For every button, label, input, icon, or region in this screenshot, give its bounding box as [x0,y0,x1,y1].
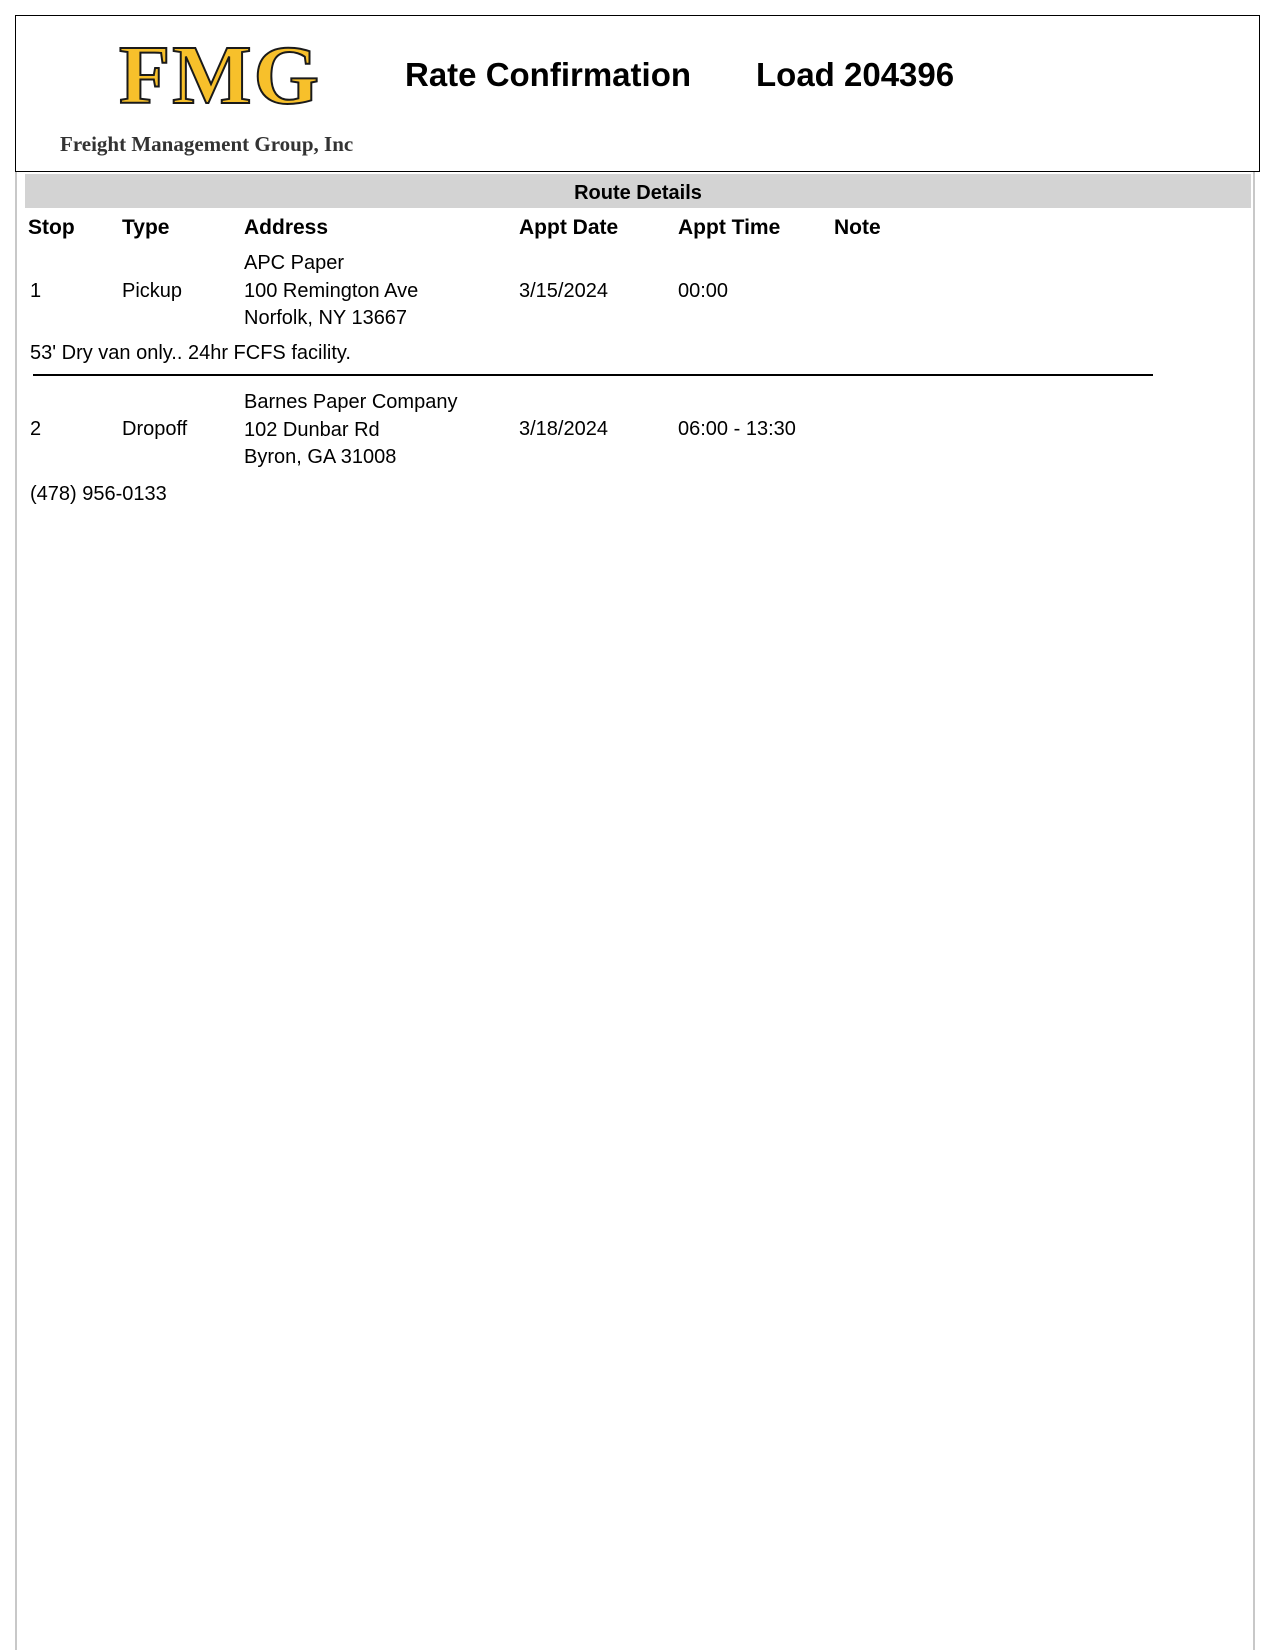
stop-type: Pickup [122,280,183,302]
stop-divider [33,374,1153,376]
address-line: 100 Remington Ave [244,279,419,302]
address-line: 102 Dunbar Rd [244,418,380,441]
stop-number: 2 [30,418,42,440]
address-line: Barnes Paper Company [244,391,458,413]
stop-instructions: 53' Dry van only.. 24hr FCFS facility. [30,342,351,364]
page-frame [15,170,1255,1650]
company-name: Freight Management Group, Inc [60,132,354,156]
document-header [15,15,1260,172]
document-title: Rate Confirmation [405,56,692,93]
route-details-heading: Route Details [25,174,1251,208]
appt-time: 06:00 - 13:30 [678,418,796,440]
address-line: Byron, GA 31008 [244,446,397,468]
column-header-type: Type [122,216,170,239]
column-header-address: Address [244,216,329,239]
stop-address [244,389,457,472]
appt-date: 3/18/2024 [519,418,608,440]
stop-phone: (478) 956-0133 [30,483,167,505]
column-header-stop: Stop [28,216,75,239]
logo-mark: FMG [119,29,321,122]
address-line: APC Paper [244,252,345,274]
stop-type: Dropoff [122,418,188,440]
appt-time: 00:00 [678,280,729,302]
column-header-note: Note [834,216,881,239]
company-logo [44,29,384,156]
load-number: Load 204396 [756,56,955,93]
stop-number: 1 [30,280,42,302]
column-header-appt-time: Appt Time [678,216,781,239]
address-line: Norfolk, NY 13667 [244,307,408,329]
stop-address [244,250,418,333]
column-header-appt-date: Appt Date [519,216,619,239]
appt-date: 3/15/2024 [519,280,608,302]
